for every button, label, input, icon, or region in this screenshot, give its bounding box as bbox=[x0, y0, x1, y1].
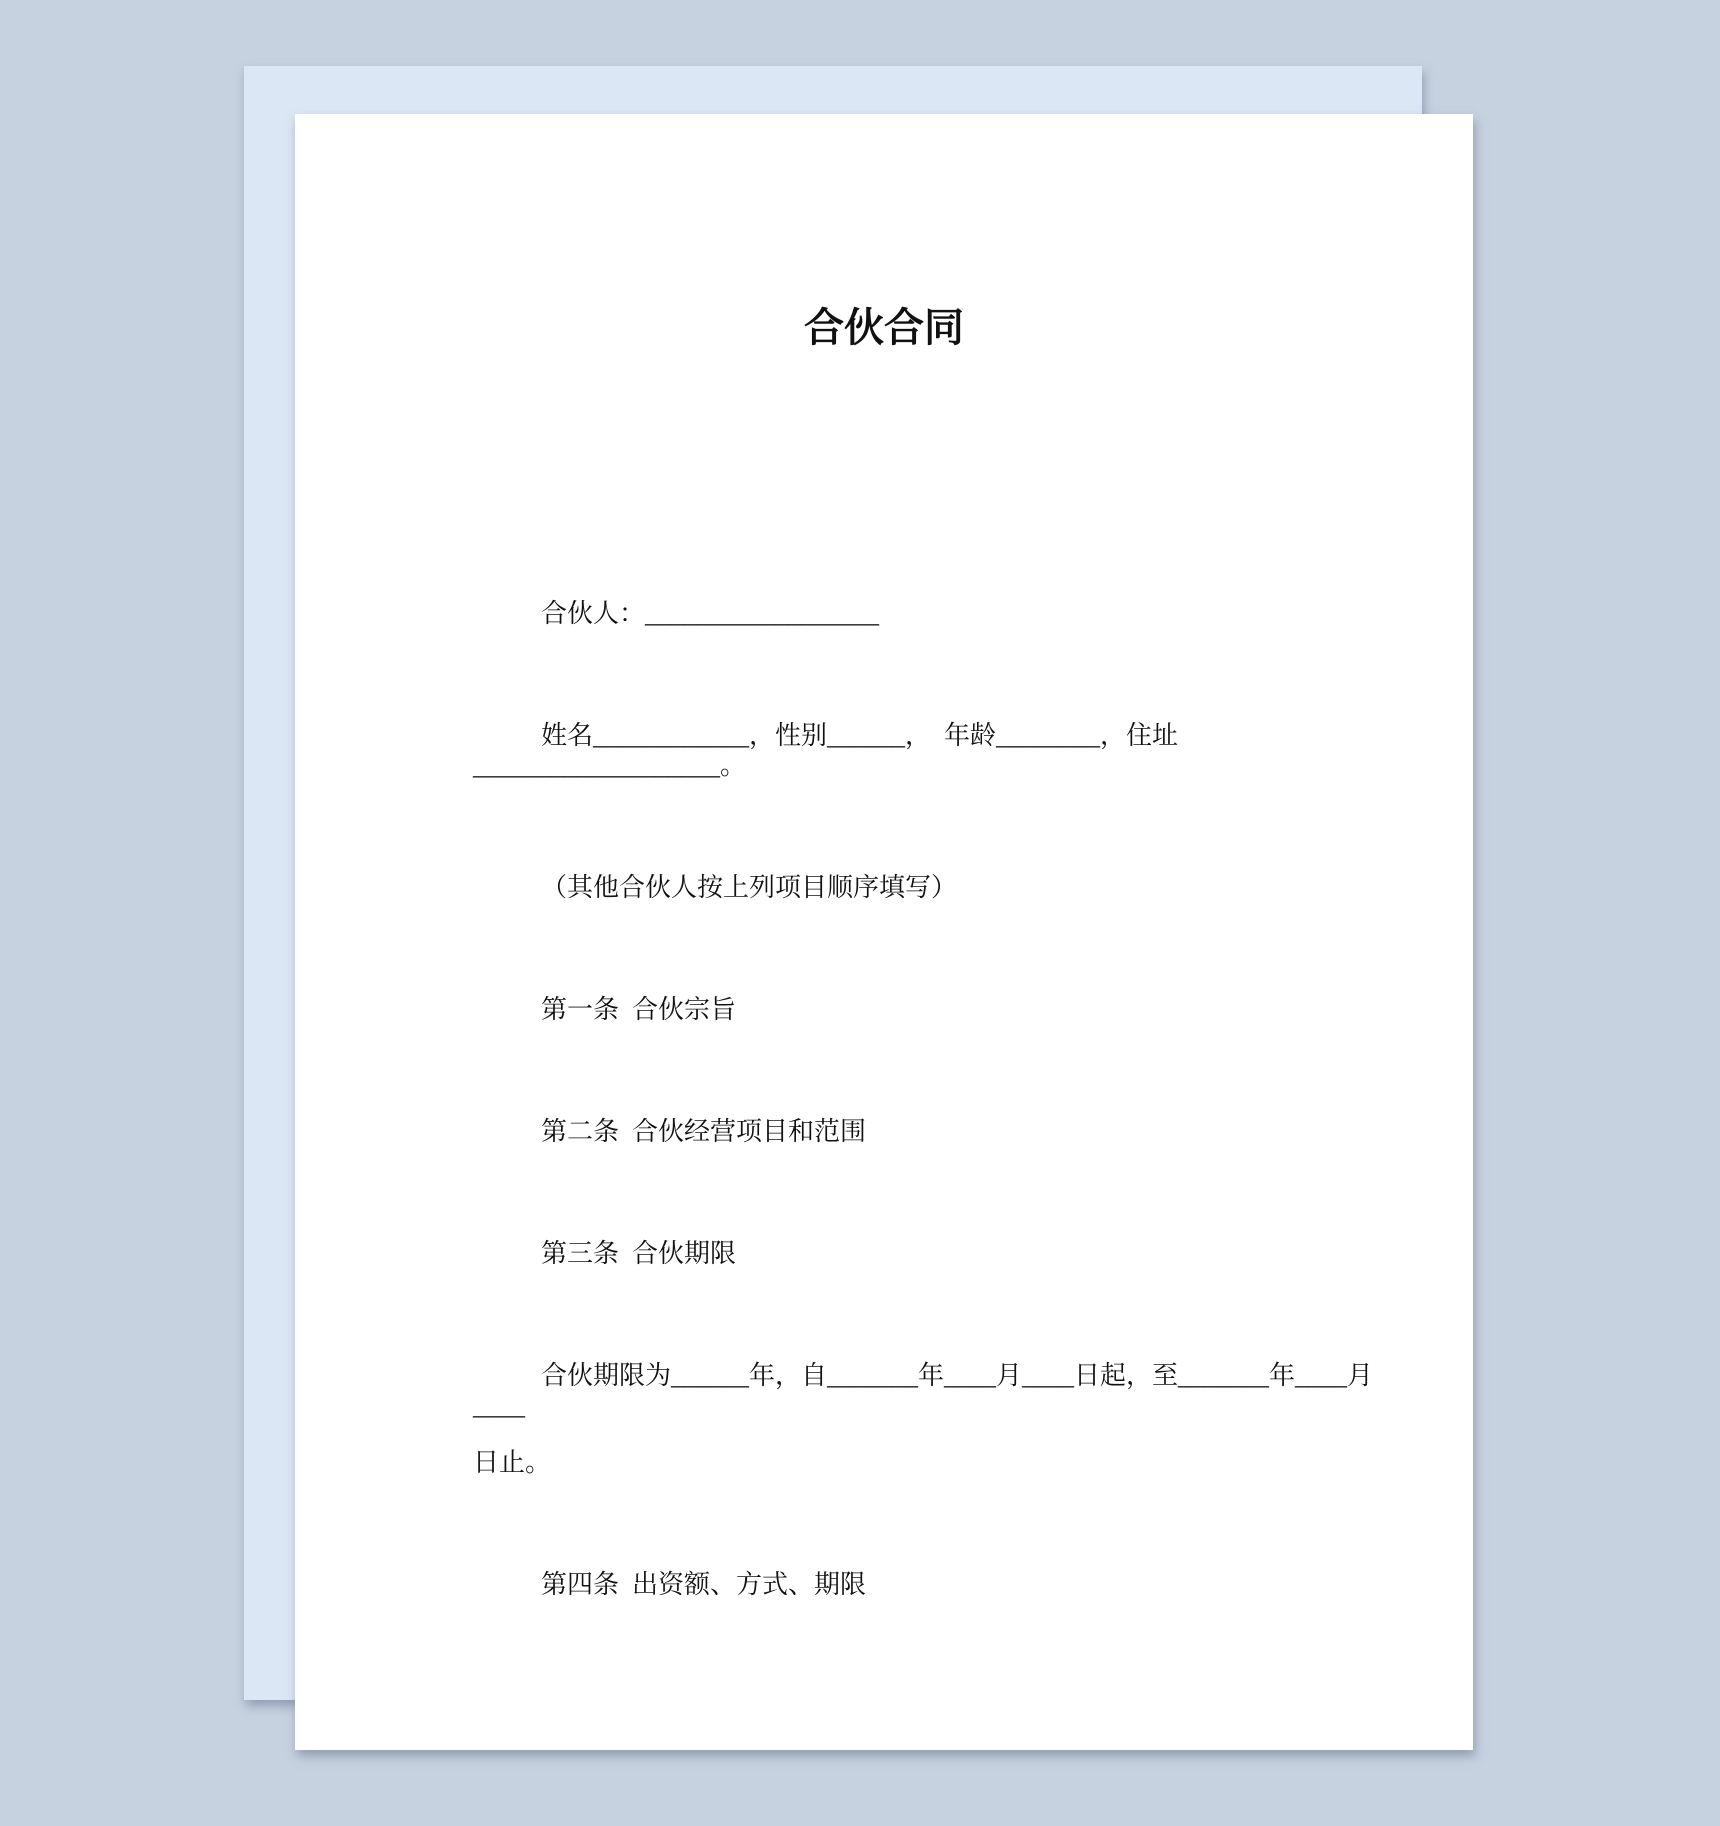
contract-page bbox=[295, 114, 1473, 1750]
contract-paragraph: 第二条 合伙经营项目和范围 bbox=[541, 1117, 867, 1146]
contract-paragraph: 第三条 合伙期限 bbox=[541, 1239, 737, 1268]
contract-paragraph: （其他合伙人按上列项目顺序填写） bbox=[541, 873, 958, 902]
contract-paragraph: 第四条 出资额、方式、期限 bbox=[541, 1570, 867, 1599]
contract-paragraph: 合伙人：__________________ bbox=[541, 599, 880, 628]
contract-paragraph: 日止。 bbox=[473, 1448, 552, 1477]
contract-paragraph: 合伙期限为______年，自_______年____月____日起，至_______年____月____ bbox=[473, 1361, 1374, 1420]
document-title: 合伙合同 bbox=[804, 306, 964, 350]
contract-paragraph: 姓名____________，性别______， 年龄________，住址___________________。 bbox=[473, 721, 1179, 780]
contract-paragraph: 第一条 合伙宗旨 bbox=[541, 995, 737, 1024]
document-body bbox=[295, 599, 1473, 1600]
